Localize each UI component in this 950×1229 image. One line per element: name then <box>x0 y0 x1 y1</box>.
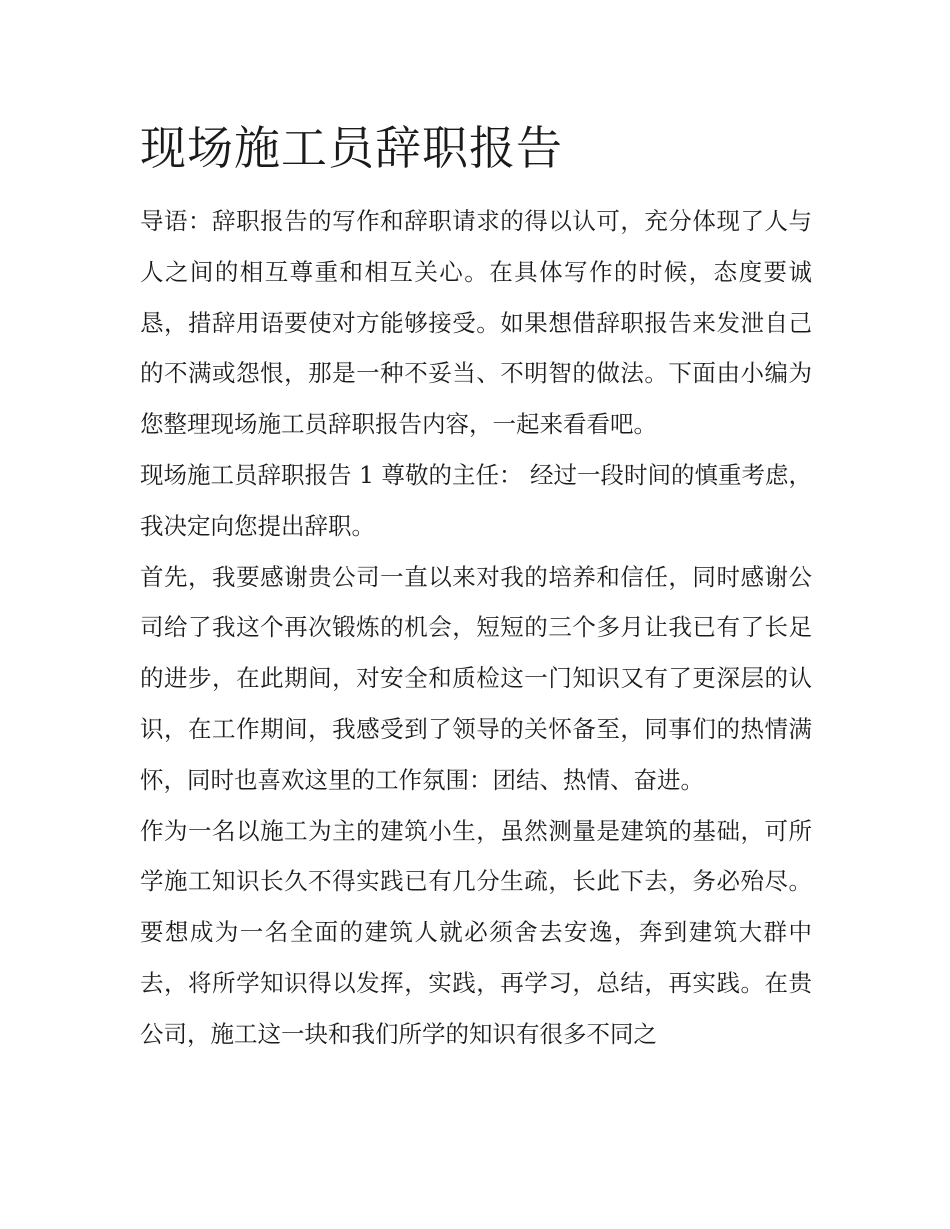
document-body <box>140 116 812 1060</box>
paragraph-gratitude: 首先，我要感谢贵公司一直以来对我的培养和信任，同时感谢公司给了我这个再次锻炼的机会，短短的三个多月让我已有了长足的进步，在此期间，对安全和质检这一门知识又有了更深层的认识，在工作期间，我感受到了领导的关怀备至，同事们的热情满怀，同时也喜欢这里的工作氛围：团结、热情、奋进。 <box>140 562 812 794</box>
paragraph-intro: 导语：辞职报告的写作和辞职请求的得以认可，充分体现了人与人之间的相互尊重和相互关心。在具体写作的时候，态度要诚恳，措辞用语要使对方能够接受。如果想借辞职报告来发泄自己的不满或怨恨，那是一种不妥当、不明智的做法。下面由小编为您整理现场施工员辞职报告内容，一起来看看吧。 <box>140 207 812 439</box>
paragraph-salutation: 现场施工员辞职报告 1 尊敬的主任： 经过一段时间的慎重考虑，我决定向您提出辞职。 <box>140 460 812 540</box>
paragraph-reason: 作为一名以施工为主的建筑小生，虽然测量是建筑的基础，可所学施工知识长久不得实践已有几分生疏，长此下去，务必殆尽。要想成为一名全面的建筑人就必须舍去安逸，奔到建筑大群中去，将所学知识得以发挥，实践，再学习，总结，再实践。在贵公司，施工这一块和我们所学的知识有很多不同之 <box>140 816 812 1048</box>
document-title: 现场施工员辞职报告 <box>140 121 563 175</box>
